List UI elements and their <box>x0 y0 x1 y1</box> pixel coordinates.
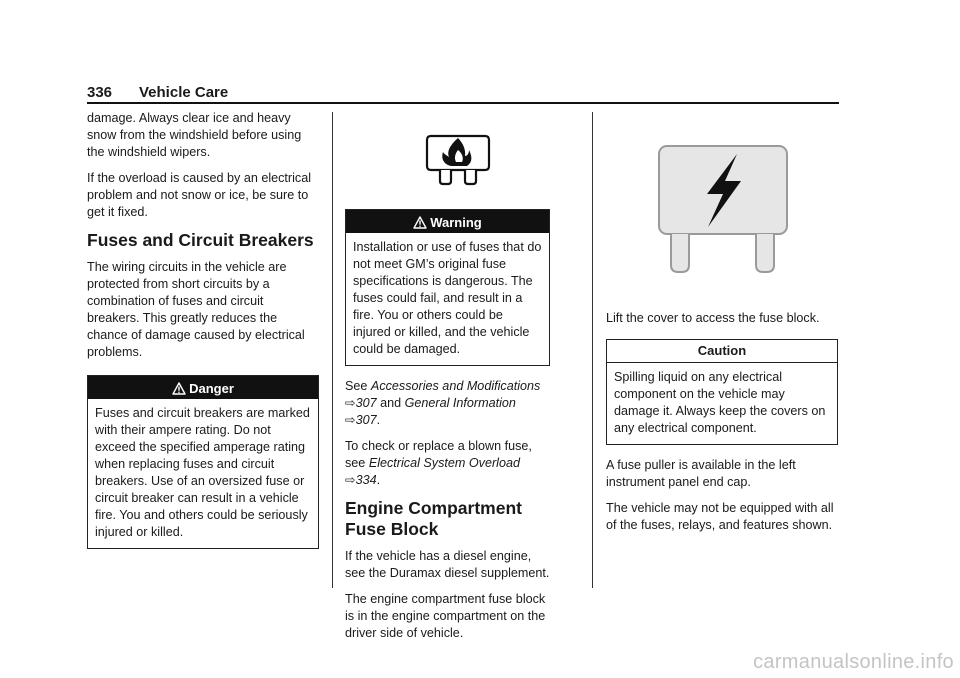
link-general-information[interactable]: General Information <box>404 396 516 410</box>
warning-label: Warning <box>430 215 482 230</box>
warning-triangle-icon <box>413 212 427 237</box>
section-heading: Engine Compartment Fuse Block <box>345 498 522 539</box>
column-right <box>606 110 838 543</box>
page-ref[interactable]: 307 <box>355 413 377 427</box>
link-electrical-overload[interactable]: Electrical System Overload <box>368 456 520 470</box>
column-left <box>87 110 319 561</box>
paragraph: The wiring circuits in the vehicle are protected from short circuits by a combination of fuses and circuit breakers. This greatly reduces the chance of damage caused by electrical problems. <box>87 260 305 359</box>
paragraph: If the vehicle has a diesel engine, see the Duramax diesel supplement. <box>345 549 550 580</box>
header-rule <box>87 102 839 104</box>
link-accessories[interactable]: Accessories and Modifications <box>370 379 541 393</box>
page-arrow-icon: ⇨ <box>345 473 356 487</box>
caution-label: Caution <box>607 340 837 363</box>
section-title: Vehicle Care <box>139 84 229 101</box>
cross-reference-paragraph: To check or replace a blown fuse, see Electrical System Overload ⇨334. <box>345 439 532 487</box>
warning-text: Installation or use of fuses that do not meet GM’s original fuse specifications is dangerous. The fuses could fail, and result in a fire. You or others could be injured or killed, and the vehicle could be damaged. <box>353 240 542 356</box>
column-divider <box>592 112 593 588</box>
page-ref[interactable]: 334 <box>355 473 377 487</box>
danger-box <box>87 375 319 549</box>
cross-reference-paragraph: See Accessories and Modifications ⇨307 and General Information ⇨307. <box>345 379 541 427</box>
paragraph: The engine compartment fuse block is in the engine compartment on the driver side of vehicle. <box>345 592 546 640</box>
page-arrow-icon: ⇨ <box>345 396 356 410</box>
caution-box <box>606 339 838 445</box>
electrical-fuse-icon <box>606 110 838 310</box>
warning-triangle-icon <box>172 378 186 403</box>
warning-box <box>345 209 550 366</box>
caution-text: Spilling liquid on any electrical component on the vehicle may damage it. Always keep the covers on any electrical component. <box>614 370 826 435</box>
paragraph: A fuse puller is available in the left instrument panel end cap. <box>606 458 796 489</box>
warning-header <box>346 210 549 233</box>
paragraph: If the overload is caused by an electrical problem and not snow or ice, be sure to get it fixed. <box>87 171 312 219</box>
danger-label: Danger <box>189 381 234 396</box>
watermark: carmanualsonline.info <box>753 651 954 673</box>
column-divider <box>332 112 333 588</box>
page-number: 336 <box>87 84 113 101</box>
column-middle <box>345 110 550 651</box>
page-header <box>87 84 839 104</box>
page-arrow-icon: ⇨ <box>345 413 356 427</box>
danger-text: Fuses and circuit breakers are marked with their ampere rating. Do not exceed the specified amperage rating when replacing fuses and circuit breakers. Use of an oversized fuse or circuit breaker can result in a vehicle fire. You and others could be seriously injured or killed. <box>95 406 310 539</box>
danger-header <box>88 376 318 399</box>
paragraph: damage. Always clear ice and heavy snow from the windshield before using the windshield wipers. <box>87 111 302 159</box>
fire-fuse-icon <box>345 110 550 206</box>
page-ref[interactable]: 307 <box>355 396 377 410</box>
paragraph: The vehicle may not be equipped with all of the fuses, relays, and features shown. <box>606 501 834 532</box>
paragraph: Lift the cover to access the fuse block. <box>606 311 820 325</box>
section-heading: Fuses and Circuit Breakers <box>87 230 314 250</box>
